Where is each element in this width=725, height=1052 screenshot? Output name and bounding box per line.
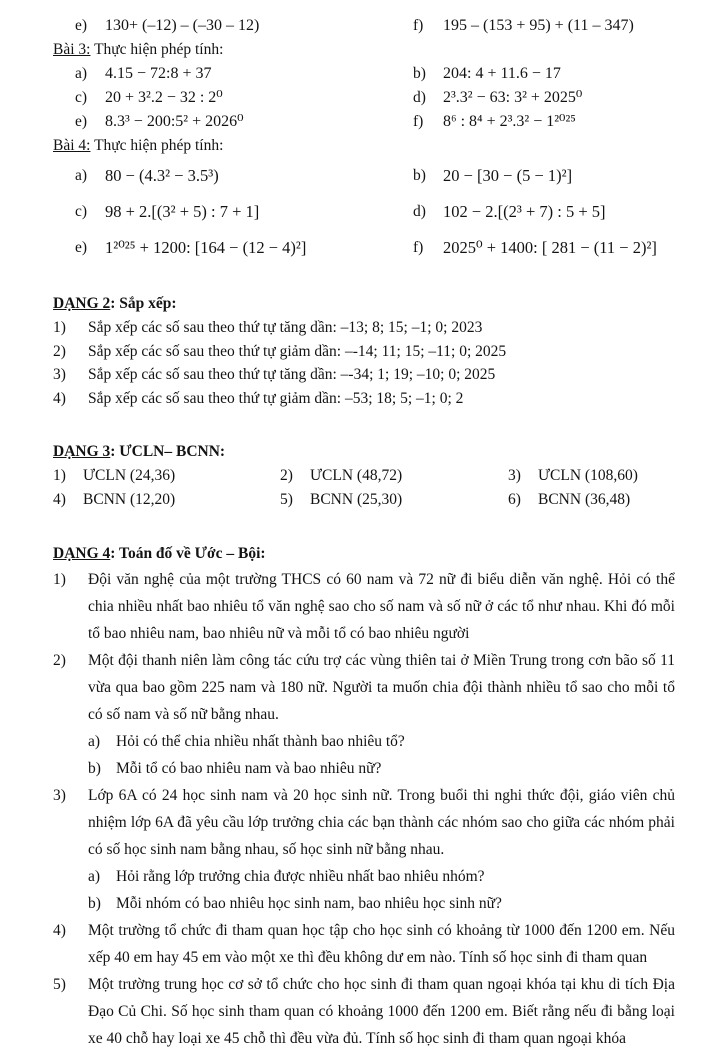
exercise-item [53, 86, 413, 110]
bai3-header [53, 38, 675, 62]
subitem-text: Mỗi nhóm có bao nhiêu học sinh nam, bao nhiêu học sinh nữ? [116, 895, 502, 912]
exercise-label: f) [413, 17, 424, 34]
bai4-row [53, 194, 675, 230]
dang4-subtitle: : Toán đố về Ước – Bội: [110, 545, 266, 562]
gcd-item [53, 464, 280, 488]
section-gap [53, 534, 675, 542]
dang3-subtitle: : ƯCLN– BCNN: [110, 443, 226, 460]
item-text: Sắp xếp các số sau theo thứ tự tăng dần: –-34; 1; 19; –10; 0; 2025 [88, 366, 496, 383]
lcm-item [53, 488, 280, 512]
dang3-header [53, 440, 675, 464]
item-text: Sắp xếp các số sau theo thứ tự tăng dần: –13; 8; 15; –1; 0; 2023 [88, 319, 483, 336]
exercise-item [413, 230, 675, 266]
exercise-item [53, 62, 413, 86]
exercise-expression: 20 + 3².2 − 32 : 2⁰ [105, 89, 223, 106]
exercise-label: d) [413, 89, 426, 106]
exercise-ef-row [53, 14, 675, 38]
item-text: BCNN (12,20) [83, 491, 176, 508]
exercise-item [413, 86, 675, 110]
problem-text: Một đội thanh niên làm công tác cứu trợ các vùng thiên tai ở Miền Trung trong cơn bão số 11 vừa qua bao gồm 225 nam và 180 nữ. Người ta muốn chia đội thành nhiều tổ sao cho mỗi tổ có số nam và số nữ bằng nhau. [88, 652, 675, 723]
dang4-header [53, 542, 675, 566]
subitem-text: Mỗi tổ có bao nhiêu nam và bao nhiêu nữ? [116, 760, 382, 777]
problem-text: Một trường trung học cơ sở tổ chức cho học sinh đi tham quan ngoại khóa tại khu di tích Địa Đạo Củ Chi. Số học sinh tham quan có khoảng 1000 đến 1200 em. Biết rằng nếu đi bằng loại xe 40 chỗ hay loại xe 45 chỗ thì đều vừa đủ. Tính số học sinh đi tham quan ngoại khóa [88, 976, 675, 1047]
exercise-label: d) [413, 203, 426, 220]
item-number: 3) [53, 366, 66, 383]
sort-item [53, 387, 675, 411]
gcd-lcm-grid [53, 464, 675, 512]
dang3-title: DẠNG 3 [53, 443, 111, 460]
item-text: BCNN (25,30) [310, 491, 403, 508]
exercise-expression: 98 + 2.[(3² + 5) : 7 + 1] [105, 202, 260, 221]
exercise-expression: 8⁶ : 8⁴ + 2³.3² − 1²⁰²⁵ [443, 113, 576, 130]
word-problem [53, 917, 675, 971]
sort-item [53, 363, 675, 387]
problem-subitem [53, 728, 675, 755]
item-text: ƯCLN (48,72) [310, 467, 403, 484]
exercise-item [53, 158, 413, 194]
exercise-expression: 80 − (4.3² − 3.5³) [105, 166, 219, 185]
exercise-item [413, 110, 675, 134]
exercise-label: a) [75, 167, 88, 184]
word-problem [53, 566, 675, 647]
bai4-title: Bài 4: [53, 137, 91, 154]
bai4-row [53, 158, 675, 194]
section-gap [53, 432, 675, 440]
exercise-label: c) [75, 89, 88, 106]
item-number: 3) [508, 467, 521, 484]
word-problem [53, 782, 675, 863]
dang2-subtitle: : Sắp xếp: [110, 295, 177, 312]
lcm-item [280, 488, 508, 512]
gcd-item [280, 464, 508, 488]
subitem-text: Hỏi có thể chia nhiều nhất thành bao nhiêu tổ? [116, 733, 405, 750]
exercise-label: e) [75, 113, 88, 130]
word-problem [53, 971, 675, 1052]
problem-text: Lớp 6A có 24 học sinh nam và 20 học sinh nữ. Trong buổi thi nghi thức đội, giáo viên chủ nhiệm lớp 6A đã yêu cầu lớp trưởng chia các bạn thành các nhóm sao cho giữa các nhóm phải có số học sinh nam bằng nhau, số học sinh nữ bằng nhau. [88, 787, 675, 858]
subitem-label: b) [88, 895, 101, 912]
exercise-label: e) [75, 239, 88, 256]
item-number: 2) [280, 467, 293, 484]
bai4-row [53, 230, 675, 266]
subitem-label: a) [88, 733, 101, 750]
exercise-item [53, 14, 413, 38]
item-number: 6) [508, 491, 521, 508]
exercise-label: f) [413, 239, 424, 256]
problem-subitem [53, 863, 675, 890]
item-number: 4) [53, 389, 66, 407]
exercise-item [413, 194, 675, 230]
problem-text: Đội văn nghệ của một trường THCS có 60 nam và 72 nữ đi biểu diễn văn nghệ. Hỏi có thể chia nhiều nhất bao nhiêu tổ văn nghệ sao cho số nam và số nữ ở các tổ như nhau. Khi đó mỗi tổ bao nhiêu nam, bao nhiêu nữ và mỗi tổ có bao nhiêu người [88, 571, 675, 642]
sort-item [53, 340, 675, 364]
exercise-item [53, 194, 413, 230]
section-gap [53, 410, 675, 432]
problem-number: 5) [53, 976, 66, 993]
bai3-row [53, 86, 675, 110]
item-text: ƯCLN (24,36) [83, 467, 176, 484]
bai3-title: Bài 3: [53, 41, 91, 58]
dang4-title: DẠNG 4 [53, 545, 111, 562]
item-number: 5) [280, 491, 293, 508]
dang2-title: DẠNG 2 [53, 295, 111, 312]
exercise-label: c) [75, 203, 88, 220]
exercise-item [413, 14, 675, 38]
problem-subitem [53, 890, 675, 917]
exercise-label: b) [413, 65, 426, 82]
item-text: Sắp xếp các số sau theo thứ tự giảm dần: –53; 18; 5; –1; 0; 2 [88, 389, 464, 407]
exercise-item [413, 62, 675, 86]
problem-number: 3) [53, 787, 66, 804]
bai3-subtitle: Thực hiện phép tính: [90, 41, 224, 58]
problem-text: Một trường tổ chức đi tham quan học tập cho học sinh có khoảng từ 1000 đến 1200 em. Nếu xếp 40 em hay 45 em vào một xe thì đều không dư em nào. Tính số học sinh đi tham quan [88, 922, 675, 966]
lcm-item [508, 488, 675, 512]
exercise-label: f) [413, 113, 424, 130]
exercise-expression: 1²⁰²⁵ + 1200: [164 − (12 − 4)²] [105, 238, 307, 257]
problem-number: 1) [53, 571, 66, 588]
word-problem [53, 647, 675, 728]
exercise-item [53, 230, 413, 266]
gcd-item [508, 464, 675, 488]
problem-number: 4) [53, 922, 66, 939]
item-number: 1) [53, 319, 66, 336]
bai4-header [53, 134, 675, 158]
exercise-expression: 20 − [30 − (5 − 1)²] [443, 166, 573, 185]
exercise-expression: 4.15 − 72:8 + 37 [105, 65, 212, 82]
exercise-item [53, 110, 413, 134]
item-number: 4) [53, 491, 66, 508]
exercise-expression: 2025⁰ + 1400: [ 281 − (11 − 2)²] [443, 238, 657, 257]
item-number: 1) [53, 467, 66, 484]
subitem-label: a) [88, 868, 101, 885]
bai4-subtitle: Thực hiện phép tính: [90, 137, 224, 154]
item-text: Sắp xếp các số sau theo thứ tự giảm dần: –-14; 11; 15; –11; 0; 2025 [88, 342, 507, 360]
bai3-row [53, 62, 675, 86]
sort-item [53, 316, 675, 340]
item-number: 2) [53, 342, 66, 360]
exercise-expression: 2³.3² − 63: 3² + 2025⁰ [443, 89, 583, 106]
bai3-row [53, 110, 675, 134]
exercise-label: a) [75, 65, 88, 82]
item-text: BCNN (36,48) [538, 491, 631, 508]
section-gap [53, 266, 675, 292]
subitem-label: b) [88, 760, 101, 777]
subitem-text: Hỏi rằng lớp trưởng chia được nhiều nhất bao nhiêu nhóm? [116, 868, 485, 885]
dang2-header [53, 292, 675, 316]
problem-number: 2) [53, 652, 66, 669]
exercise-label: b) [413, 167, 426, 184]
exercise-expression: 8.3³ − 200:5² + 2026⁰ [105, 113, 244, 130]
exercise-expression: 204: 4 + 11.6 − 17 [443, 65, 561, 82]
exercise-label: e) [75, 17, 88, 34]
problem-subitem [53, 755, 675, 782]
section-gap [53, 512, 675, 534]
item-text: ƯCLN (108,60) [538, 467, 638, 484]
exercise-expression: 130+ (–12) – (–30 – 12) [105, 17, 260, 34]
exercise-expression: 102 − 2.[(2³ + 7) : 5 + 5] [443, 202, 606, 221]
exercise-expression: 195 – (153 + 95) + (11 – 347) [443, 17, 634, 34]
exercise-item [413, 158, 675, 194]
